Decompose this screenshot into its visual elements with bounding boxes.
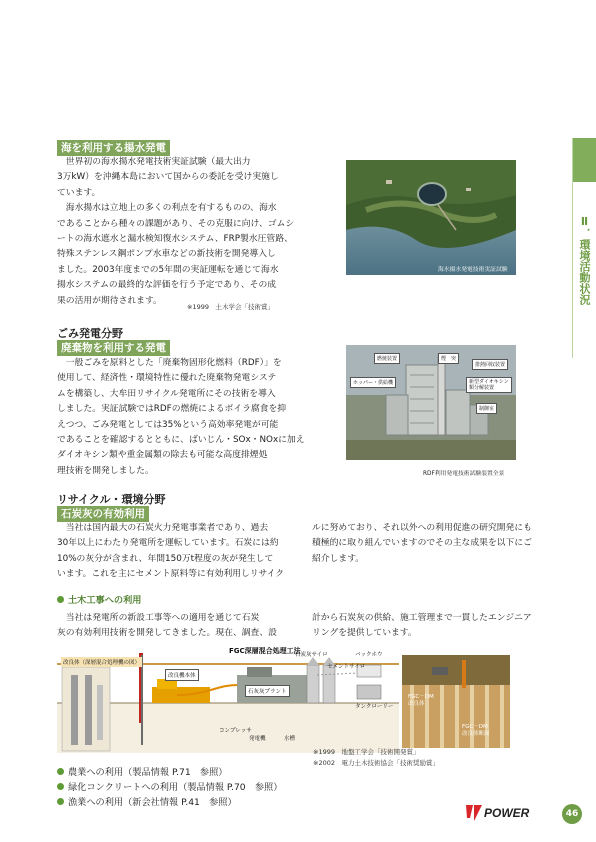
text-line: 灰の有効利用技術を開発してきました。現在、調査、設 — [57, 628, 277, 639]
text-line: であることから種々の課題があり、その克服に向け、ゴムシ — [57, 218, 295, 229]
text-line: 積極的に取り組んでいますのでその主な成果を以下にご — [312, 538, 532, 549]
waste-paragraph — [57, 356, 305, 479]
bullet-dot — [57, 783, 64, 790]
text-line: 果の活用が期待されます。 — [57, 295, 162, 306]
diagram-title: FGC深層混合処理工法 — [229, 647, 301, 655]
photo-label: FGC－DM 改良体 — [408, 694, 434, 707]
diagram-label: 改良体（深層混合処理機の図） — [61, 657, 142, 667]
photo-label: FGC－DM 改良体断面 — [462, 724, 490, 737]
bullet-label: 漁業への利用（新会社情報 P.41 参照） — [68, 797, 237, 808]
civil-paragraph-left — [57, 611, 297, 642]
civil-paragraph-right — [312, 611, 552, 642]
text-line: 当社は発電所の新設工事等への適用を通じて石炭 — [57, 613, 260, 623]
bullet-label: 農業への利用（製品情報 P.71 参照） — [68, 767, 228, 778]
diagram-label: 水槽 — [284, 736, 296, 742]
civil-bullet-label: 土木工事への利用 — [68, 595, 142, 606]
logo-text: POWER — [484, 806, 530, 820]
bullet-label: 緑化コンクリートへの利用（製品情報 P.70 参照） — [68, 782, 283, 793]
text-line: ました。2003年度までの5年間の実証運転を通じて海水 — [57, 264, 279, 275]
text-line: ています。 — [57, 187, 101, 198]
waste-photo — [346, 345, 516, 460]
bullet-dot — [57, 768, 64, 775]
seawater-photo-caption: 海水揚水発電技術実証試験 — [438, 267, 508, 273]
bullet-dot — [57, 596, 64, 603]
recycle-paragraph-left — [57, 521, 297, 583]
side-divider — [572, 138, 573, 358]
photo-label: 燃焼装置 — [374, 353, 400, 364]
text-line: 使用して、経済性・環境特性に優れた廃棄物発電システ — [57, 373, 277, 384]
diagram-label: セメントサイロ — [327, 664, 366, 670]
text-line: しました。実証試験ではRDFの燃焼によるボイラ腐食を抑 — [57, 404, 287, 415]
photo-label: 制御室 — [476, 403, 497, 414]
text-line: います。これを主にセメント原料等に有効利用しリサイク — [57, 569, 285, 580]
text-line: であることを確認するとともに、ばいじん・SOx・NOxに加え — [57, 435, 305, 446]
bullet-dot — [57, 798, 64, 805]
diagram-label: タンクローリー — [355, 704, 394, 710]
text-line: 計から石炭灰の供給、施工管理まで一貫したエンジニア — [312, 613, 532, 623]
civil-award: ※1999 地盤工学会「技術開発賞」 — [313, 748, 420, 756]
text-line: えつつ、ごみ発電としては35%という高効率発電が可能 — [57, 419, 279, 430]
waste-tag: 廃棄物を利用する発電 — [57, 340, 170, 356]
seawater-paragraph — [57, 155, 295, 309]
photo-label: 煙 突 — [438, 353, 459, 364]
fgc-diagram — [57, 645, 399, 753]
diagram-label: 発電機 — [249, 736, 266, 742]
bullet-item — [57, 780, 282, 795]
recycle-heading: リサイクル・環境分野 — [57, 493, 166, 506]
logo-mark-icon — [464, 803, 486, 823]
seawater-award: ※1999 土木学会「技術賞」 — [187, 303, 274, 311]
diagram-label: バックホウ — [355, 652, 383, 658]
text-line: 世界初の海水揚水発電技術実証試験（最大出力 — [57, 157, 251, 167]
page-number: 46 — [562, 804, 582, 824]
seawater-photo — [346, 160, 516, 275]
recycle-tag: 石炭灰の有効利用 — [57, 506, 149, 522]
side-tab — [573, 138, 596, 182]
diagram-label: 石炭灰サイロ — [295, 652, 328, 658]
text-line: ルに努めており、それ以外への利用促進の研究開発にも — [312, 523, 532, 533]
text-line: ダイオキシン類や重金属類の除去も可能な高度排煙処 — [57, 450, 268, 461]
civil-bullet — [57, 593, 142, 608]
text-line: 特殊ステンレス鋼ポンプ水車などの新技術を開発導入し — [57, 249, 276, 260]
photo-label: 新型ダイオキシン類分解装置 — [466, 377, 512, 393]
photo-label: 排熱回収装置 — [472, 359, 508, 370]
text-line: 海水揚水は立地上の多くの利点を有するものの、海水 — [57, 203, 277, 214]
text-line: 一般ごみを原料とした「廃棄物固形化燃料（RDF）」を — [57, 358, 282, 368]
text-line: 3万kW）を沖縄本島において国からの委託を受け実施し — [57, 172, 279, 183]
photo-label: ホッパー・供給機 — [350, 377, 396, 388]
text-line: 10%の灰分が含まれ、年間150万t程度の灰が発生して — [57, 553, 274, 564]
text-line: 理技術を開発しました。 — [57, 465, 154, 476]
text-line: 揚水システムの最終的な評価を行う予定であり、その成 — [57, 280, 277, 291]
bullet-item — [57, 765, 227, 780]
recycle-paragraph-right — [312, 521, 552, 567]
fgc-photo — [402, 655, 510, 748]
diagram-label: コンプレッサ — [219, 728, 252, 734]
waste-photo-caption: RDF利用発電技術試験装置全景 — [423, 471, 505, 477]
waste-heading: ごみ発電分野 — [57, 327, 123, 340]
text-line: リングを提供しています。 — [312, 628, 417, 639]
civil-award: ※2002 電力土木技術協会「技術奨励賞」 — [313, 759, 439, 767]
diagram-label: 改良機本体 — [165, 669, 199, 681]
seawater-tag: 海を利用する揚水発電 — [57, 140, 170, 156]
text-line: 紹介します。 — [312, 553, 365, 564]
text-line: ムを構築し、大牟田リサイクル発電所にその技術を導入 — [57, 388, 276, 399]
text-line: 当社は国内最大の石炭火力発電事業者であり、過去 — [57, 523, 269, 533]
text-line: ートの海水遮水と漏水検知復水システム、FRP製水圧管路、 — [57, 234, 293, 245]
section-label: Ⅱ．環境活動状況 — [578, 215, 591, 305]
footer-logo — [464, 803, 544, 825]
diagram-label: 石灰灰プラント — [245, 685, 290, 697]
bullet-item — [57, 795, 237, 810]
text-line: 30年以上にわたり発電所を運転しています。石炭には約 — [57, 538, 279, 549]
